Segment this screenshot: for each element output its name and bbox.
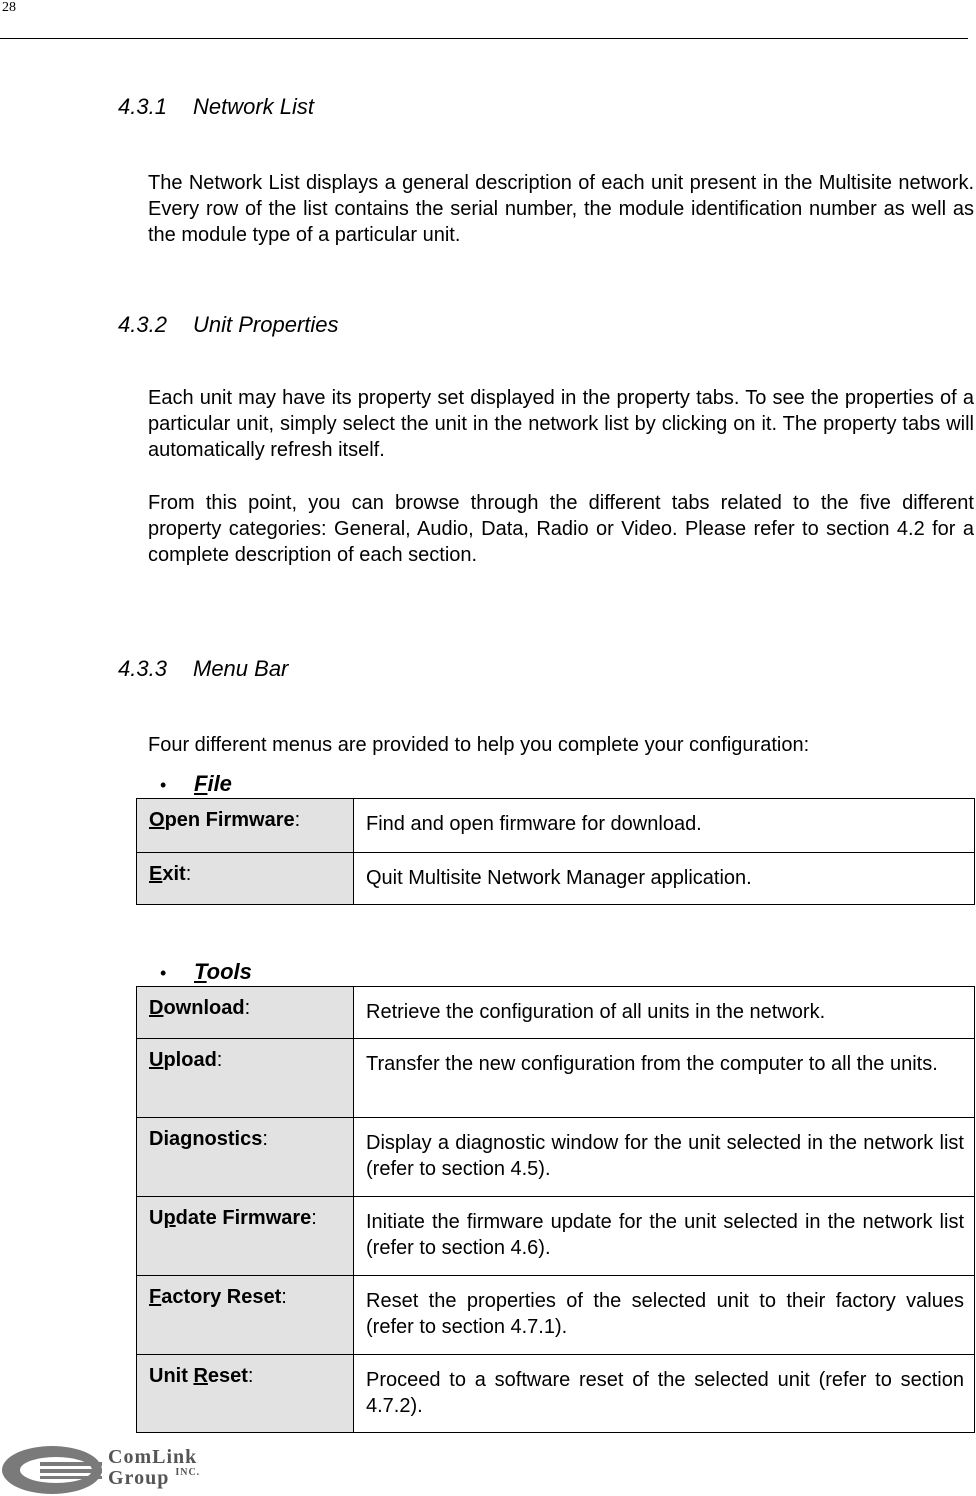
file-menu-title — [160, 771, 232, 797]
menu-item-name: Open Firmware: — [137, 799, 354, 853]
menu-item-description: Proceed to a software reset of the selected unit (refer to section 4.7.2). — [354, 1355, 975, 1433]
section-number: 4.3.3 — [118, 656, 167, 681]
menu-item-name: Upload: — [137, 1039, 354, 1118]
menu-item-name: Exit: — [137, 853, 354, 905]
title-underlined-letter: F — [194, 771, 208, 796]
table-row — [137, 1276, 975, 1355]
menu-item-description: Transfer the new configuration from the computer to all the units. — [354, 1039, 975, 1118]
table-row — [137, 987, 975, 1039]
heading-network-list — [118, 94, 314, 120]
menu-bar-intro: Four different menus are provided to help you complete your configuration: — [148, 734, 810, 756]
heading-unit-properties — [118, 312, 339, 338]
menu-item-name: Download: — [137, 987, 354, 1039]
menu-item-name: Diagnostics: — [137, 1118, 354, 1197]
tools-menu-table — [136, 986, 975, 1433]
network-list-paragraph: The Network List displays a general description of each unit present in the Multisite network. Every row of the list contains the serial number, the module identification number as well as the module type of a particular unit. — [148, 172, 974, 246]
table-row — [137, 1355, 975, 1433]
menu-item-description: Retrieve the configuration of all units in the network. — [354, 987, 975, 1039]
title-rest: ools — [206, 959, 252, 984]
menu-item-description: Display a diagnostic window for the unit selected in the network list (refer to section 4.5). — [354, 1118, 975, 1197]
header-rule — [0, 38, 968, 39]
section-number: 4.3.1 — [118, 94, 167, 119]
tools-menu-title — [160, 959, 252, 985]
table-row — [137, 799, 975, 853]
bullet: • — [160, 775, 167, 795]
bullet: • — [160, 963, 167, 983]
title-underlined-letter: T — [194, 959, 207, 984]
menu-item-name: Update Firmware: — [137, 1197, 354, 1276]
page-number: 28 — [2, 0, 16, 15]
section-title: Menu Bar — [193, 656, 289, 681]
menu-item-name: Unit Reset: — [137, 1355, 354, 1433]
menu-item-description: Find and open firmware for download. — [354, 799, 975, 853]
unit-properties-paragraph-2: From this point, you can browse through the different tabs related to the five different property categories: General, Audio, Data, Radio or Video. Please refer to section 4.2 for a complete description of each section. — [148, 492, 974, 566]
logo-text-line-1: ComLink — [108, 1446, 198, 1468]
section-number: 4.3.2 — [118, 312, 167, 337]
menu-item-description: Quit Multisite Network Manager application. — [354, 853, 975, 905]
menu-item-description: Initiate the firmware update for the unit selected in the network list (refer to section 4.6). — [354, 1197, 975, 1276]
section-title: Network List — [193, 94, 315, 119]
table-row — [137, 1039, 975, 1118]
menu-item-name: Factory Reset: — [137, 1276, 354, 1355]
table-row — [137, 1197, 975, 1276]
heading-menu-bar — [118, 656, 288, 682]
menu-item-description: Reset the properties of the selected unit to their factory values (refer to section 4.7.1). — [354, 1276, 975, 1355]
table-row — [137, 853, 975, 905]
section-title: Unit Properties — [193, 312, 339, 337]
unit-properties-paragraph-1: Each unit may have its property set displayed in the property tabs. To see the properties of a particular unit, simply select the unit in the network list by clicking on it. The property tabs will automatically refresh itself. — [148, 387, 974, 461]
title-rest: ile — [207, 771, 232, 796]
logo-inc: INC. — [175, 1467, 201, 1478]
file-menu-table — [136, 798, 975, 905]
logo-text-line-2: Group $^{INC.}$ — [108, 1467, 201, 1489]
table-row — [137, 1118, 975, 1197]
